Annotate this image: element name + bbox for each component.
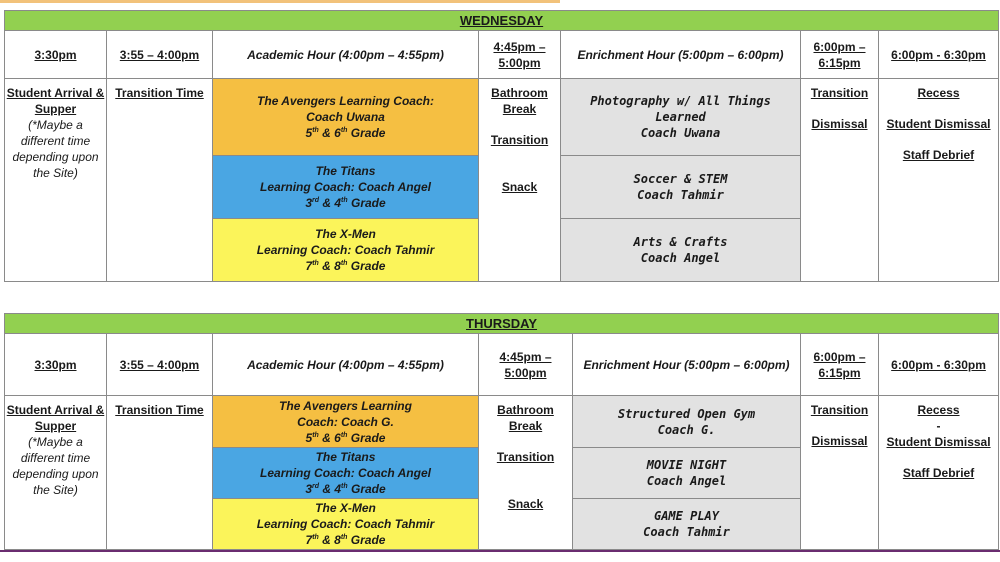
day-header-thursday: THURSDAY [5,314,999,334]
staff-debrief-label: Staff Debrief [902,148,975,162]
avengers-coach: Coach Uwana [306,110,385,124]
student-dismissal-label: Student Dismissal [886,435,991,449]
enrichment-photography: Photography w/ All Things Learned Coach Uwana [561,79,801,156]
recess-cell [879,396,999,550]
xmen-title: The X-Men [315,501,376,515]
snack-label: Snack [501,180,538,194]
titans-cell [213,448,479,499]
col-header-recess: 6:00pm - 6:30pm [879,334,999,396]
col-header-break: 4:45pm – 5:00pm [479,334,573,396]
col-header-dismissal: 6:00pm – 6:15pm [801,31,879,79]
col-header-transition: 3:55 – 4:00pm [107,31,213,79]
avengers-cell [213,79,479,156]
titans-grade: 3rd & 4th Grade [305,196,386,210]
enrichment-game-play: GAME PLAY Coach Tahmir [573,499,801,550]
titans-coach: Learning Coach: Coach Angel [260,466,431,480]
col-header-recess: 6:00pm - 6:30pm [879,31,999,79]
avengers-cell [213,396,479,448]
recess-label: Recess [917,403,960,417]
dismissal-label: Dismissal [811,434,868,448]
arrival-cell [5,79,107,282]
titans-title: The Titans [315,164,376,178]
wednesday-schedule-table [4,10,999,282]
recess-cell [879,79,999,282]
col-header-arrival: 3:30pm [5,334,107,396]
enrichment-arts-crafts: Arts & Crafts Coach Angel [561,219,801,282]
transition-label: Transition [810,86,869,100]
arrival-cell [5,396,107,550]
transition-label: Transition [496,450,555,464]
avengers-grade: 5th & 6th Grade [305,126,386,140]
titans-coach: Learning Coach: Coach Angel [260,180,431,194]
thursday-schedule-table [4,313,999,550]
xmen-grade: 7th & 8th Grade [305,259,386,273]
col-header-break: 4:45pm – 5:00pm [479,31,561,79]
enrichment-soccer-stem: Soccer & STEM Coach Tahmir [561,156,801,219]
break-cell [479,396,573,550]
col-header-enrichment: Enrichment Hour (5:00pm – 6:00pm) [573,334,801,396]
day-header-wednesday: WEDNESDAY [5,11,999,31]
arrival-label: Student Arrival & Supper [6,403,105,433]
dash-label: - [936,419,941,433]
col-header-academic: Academic Hour (4:00pm – 4:55pm) [213,334,479,396]
arrival-note: (*Maybe a different time depending upon the Site) [12,118,99,180]
dismissal-label: Dismissal [811,117,868,131]
col-header-dismissal: 6:00pm – 6:15pm [801,334,879,396]
enrichment-movie-night: MOVIE NIGHT Coach Angel [573,448,801,499]
avengers-title: The Avengers Learning Coach: [257,94,434,108]
xmen-coach: Learning Coach: Coach Tahmir [256,517,435,531]
transition-time-cell: Transition Time [107,79,213,282]
bathroom-break-label: Bathroom Break [497,403,554,433]
snack-label: Snack [507,497,544,511]
transition-label: Transition [490,133,549,147]
xmen-coach: Learning Coach: Coach Tahmir [256,243,435,257]
recess-label: Recess [917,86,960,100]
bathroom-break-label: Bathroom Break [491,86,548,116]
avengers-coach: Coach: Coach G. [297,414,394,429]
staff-debrief-label: Staff Debrief [902,466,975,480]
dismissal-cell [801,79,879,282]
titans-cell [213,156,479,219]
col-header-arrival: 3:30pm [5,31,107,79]
break-cell [479,79,561,282]
enrichment-open-gym: Structured Open Gym Coach G. [573,396,801,448]
xmen-title: The X-Men [315,227,376,241]
col-header-enrichment: Enrichment Hour (5:00pm – 6:00pm) [561,31,801,79]
avengers-title: The Avengers Learning [279,398,412,413]
transition-label: Transition [810,403,869,417]
decorative-top-line [0,0,560,3]
arrival-label: Student Arrival & Supper [6,86,105,116]
dismissal-cell [801,396,879,550]
col-header-transition: 3:55 – 4:00pm [107,334,213,396]
titans-title: The Titans [315,450,376,464]
arrival-note: (*Maybe a different time depending upon the Site) [12,435,99,497]
xmen-grade: 7th & 8th Grade [305,533,386,547]
transition-time-cell: Transition Time [107,396,213,550]
titans-grade: 3rd & 4th Grade [305,482,386,496]
decorative-bottom-line [0,550,1000,552]
col-header-academic: Academic Hour (4:00pm – 4:55pm) [213,31,479,79]
xmen-cell [213,499,479,550]
student-dismissal-label: Student Dismissal [886,117,991,131]
avengers-grade: 5th & 6th Grade [305,430,386,445]
xmen-cell [213,219,479,282]
